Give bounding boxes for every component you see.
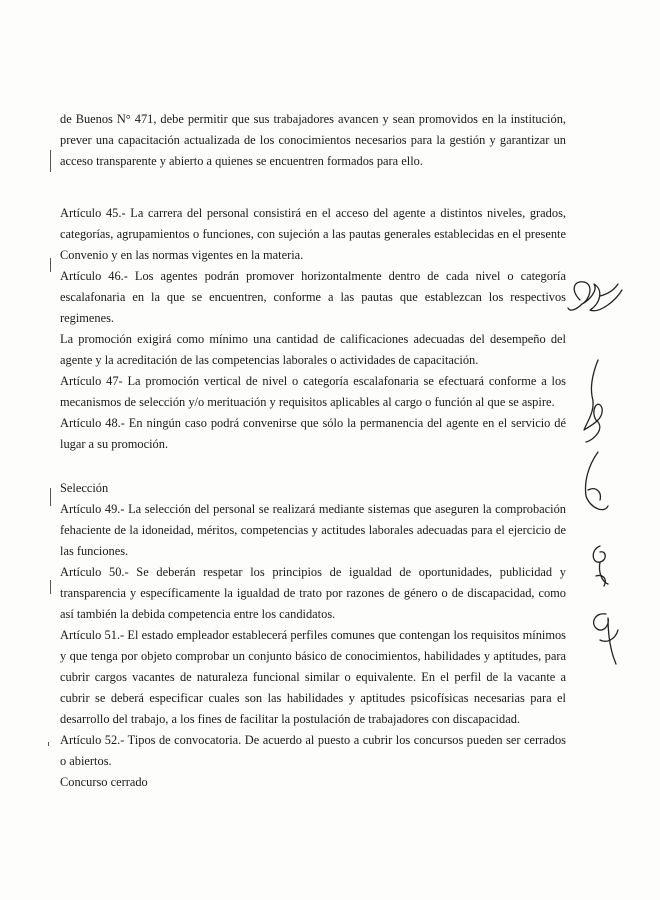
signature-3 bbox=[586, 452, 609, 510]
document-body bbox=[60, 109, 566, 793]
paragraph-intro: de Buenos N° 471, debe permitir que sus trabajadores avancen y sean promovidos en la institución, prever una capacitación actualizada de los conocimientos necesarios para la gestión y garantizar un acceso transparente y abierto a quienes se encuentren formados para ello. bbox=[60, 112, 566, 168]
subheading-concurso-cerrado: Concurso cerrado bbox=[60, 775, 148, 789]
signature-initials bbox=[560, 260, 660, 680]
article-48: Artículo 48.- En ningún caso podrá convenirse que sólo la permanencia del agente en el servicio dé lugar a su promoción. bbox=[60, 416, 566, 451]
article-47: Artículo 47- La promoción vertical de nivel o categoría escalafonaria se efectuará conforme a los mecanismos de selección y/o merituación y requisitos aplicables al cargo o función al que se aspire. bbox=[60, 374, 566, 409]
article-50: Artículo 50.- Se deberán respetar los principios de igualdad de oportunidades, publicidad y transparencia y específicamente la igualdad de trato por razones de género o de discapacidad, como así también la debida competencia entre los candidatos. bbox=[60, 565, 566, 621]
article-49: Artículo 49.- La selección del personal se realizará mediante sistemas que aseguren la comprobación fehaciente de la idoneidad, méritos, competencias y actitudes laborales adecuadas para el ejercicio de las funciones. bbox=[60, 502, 566, 558]
margin-mark bbox=[50, 150, 51, 172]
signature-4 bbox=[593, 546, 608, 586]
article-51: Artículo 51.- El estado empleador establecerá perfiles comunes que contengan los requisitos mínimos y que tenga por objeto comprobar un conjunto básico de conocimientos, habilidades y aptitudes, para cubrir cargos vacantes de naturaleza funcional similar o equivalente. En el perfil de la vacante a cubrir se deberá especificar cuales son las habilidades y aptitudes psicofísicas necesarias para el desarrollo del trabajo, a los fines de facilitar la postulación de trabajadores con discapacidad. bbox=[60, 628, 566, 726]
margin-mark bbox=[50, 258, 51, 272]
margin-mark bbox=[50, 580, 51, 594]
margin-mark bbox=[48, 742, 49, 746]
margin-mark bbox=[50, 488, 51, 506]
signature-2 bbox=[584, 360, 602, 442]
signature-5 bbox=[594, 614, 618, 664]
article-46-paragraph-2: La promoción exigirá como mínimo una cantidad de calificaciones adecuadas del desempeño del agente y la acreditación de las competencias laborales o actividades de capacitación. bbox=[60, 332, 566, 367]
article-45: Artículo 45.- La carrera del personal consistirá en el acceso del agente a distintos niveles, grados, categorías, agrupamientos o funciones, con sujeción a las pautas generales establecidas en el presente Convenio y en las normas vigentes en la materia. bbox=[60, 206, 566, 262]
article-46: Artículo 46.- Los agentes podrán promover horizontalmente dentro de cada nivel o categoría escalafonaria en la que se encuentren, conforme a las pautas que establezcan los respectivos regimenes. bbox=[60, 269, 566, 325]
article-52: Artículo 52.- Tipos de convocatoria. De acuerdo al puesto a cubrir los concursos pueden ser cerrados o abiertos. bbox=[60, 733, 566, 768]
signature-1 bbox=[568, 282, 622, 311]
section-heading-seleccion: Selección bbox=[60, 481, 109, 495]
